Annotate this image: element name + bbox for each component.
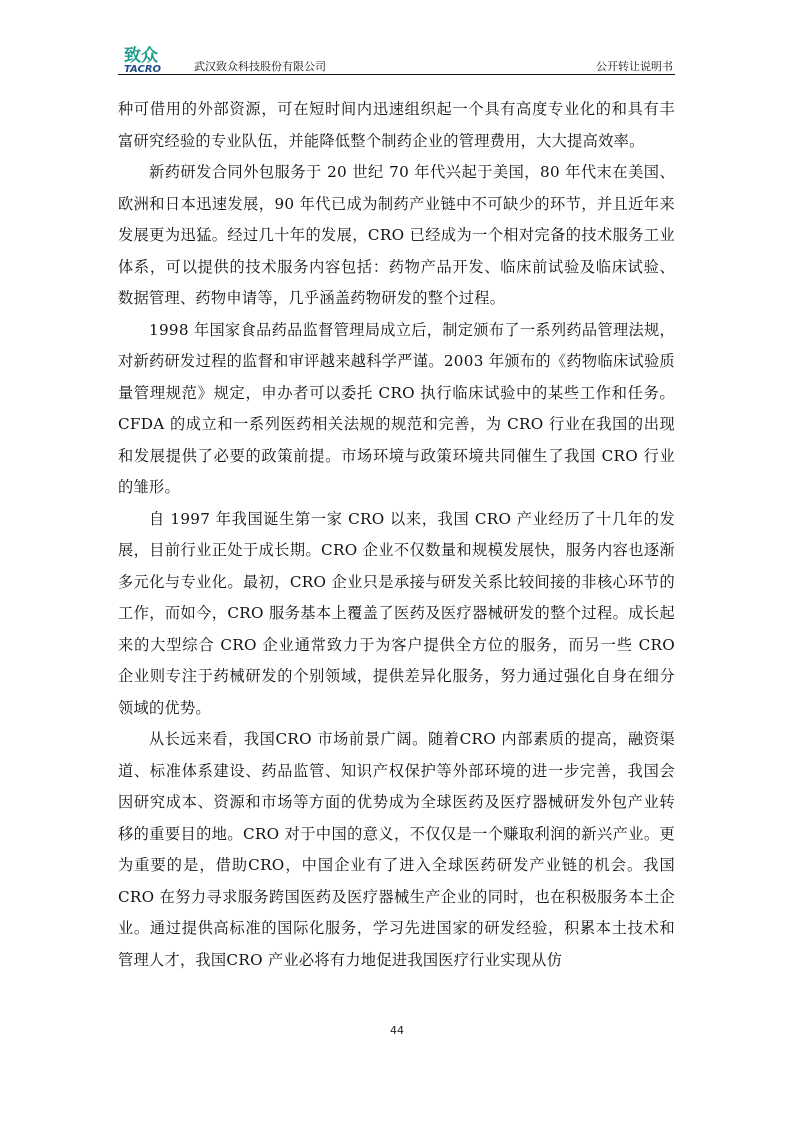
- paragraph-4: 自 1997 年我国诞生第一家 CRO 以来，我国 CRO 产业经历了十几年的发展，目前行业正处于成长期。CRO 企业不仅数量和规模发展快，服务内容也逐渐多元化与专业化。最初，CRO 企业只是承接与研发关系比较间接的非核心环节的工作，而如今，CRO 服务基本上覆盖了医药及医疗器械研发的整个过程。成长起来的大型综合 CRO 企业通常致力于为客户提供全方位的服务，而另一些 CRO 企业则专注于药械研发的个别领域，提供差异化服务，努力通过强化自身在细分领域的优势。: [118, 509, 675, 717]
- header-rule: [118, 74, 675, 75]
- document-body: [118, 94, 675, 976]
- page-number: 44: [390, 1024, 404, 1037]
- company-name: 武汉致众科技股份有限公司: [194, 60, 326, 73]
- paragraph-5: 从长远来看，我国CRO 市场前景广阔。随着CRO 内部素质的提高，融资渠道、标准体系建设、药品监管、知识产权保护等外部环境的进一步完善，我国会因研究成本、资源和市场等方面的优势成为全球医药及医疗器械研发外包产业转移的重要目的地。CRO 对于中国的意义，不仅仅是一个赚取利润的新兴产业。更为重要的是，借助CRO，中国企业有了进入全球医药研发产业链的机会。我国CRO 在努力寻求服务跨国医药及医疗器械生产企业的同时，也在积极服务本土企业。通过提供高标准的国际化服务，学习先进国家的研发经验，积累本土技术和管理人才，我国CRO 产业必将有力地促进我国医疗行业实现从仿: [118, 730, 675, 969]
- paragraph-3: 1998 年国家食品药品监督管理局成立后，制定颁布了一系列药品管理法规，对新药研发过程的监督和审评越来越科学严谨。2003 年颁布的《药物临床试验质量管理规范》规定，申办者可以委托 CRO 执行临床试验中的某些工作和任务。CFDA 的成立和一系列医药相关法规的规范和完善，为 CRO 行业在我国的出现和发展提供了必要的政策前提。市场环境与政策环境共同催生了我国 CRO 行业的雏形。: [118, 320, 675, 496]
- tacro-logo-icon: [122, 44, 186, 74]
- page-header: [118, 44, 675, 74]
- paragraph-2: 新药研发合同外包服务于 20 世纪 70 年代兴起于美国，80 年代末在美国、欧洲和日本迅速发展，90 年代已成为制药产业链中不可缺少的环节，并且近年来发展更为迅猛。经过几十年的发展，CRO 已经成为一个相对完备的技术服务工业体系，可以提供的技术服务内容包括：药物产品开发、临床前试验及临床试验、数据管理、药物申请等，几乎涵盖药物研发的整个过程。: [118, 163, 675, 307]
- document-type: 公开转让说明书: [596, 60, 673, 73]
- paragraph-1: 种可借用的外部资源，可在短时间内迅速组织起一个具有高度专业化的和具有丰富研究经验的专业队伍，并能降低整个制药企业的管理费用，大大提高效率。: [118, 100, 675, 150]
- logo-subtext: TACRO: [124, 64, 162, 74]
- logo-text: 致众: [124, 46, 158, 66]
